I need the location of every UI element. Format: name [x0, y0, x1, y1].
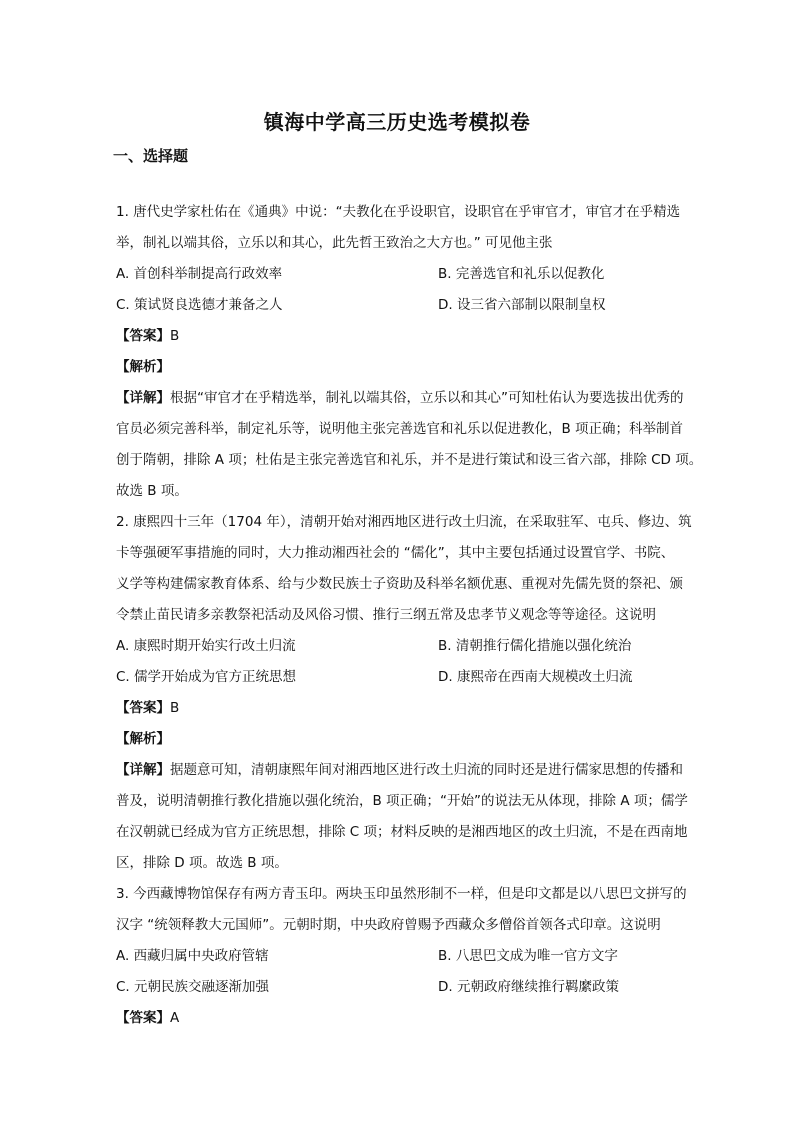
q1-detail-line: 官员必须完善科举，制定礼乐等，说明他主张完善选官和礼乐以促进教化，B 项正确；科举制首	[116, 421, 684, 437]
page-title: 镇海中学高三历史选考模拟卷	[263, 110, 531, 134]
q3-option-b: B. 八思巴文成为唯一官方文字	[438, 948, 618, 964]
q2-answer-value: B	[170, 700, 180, 716]
q2-stem-line: 2. 康熙四十三年（1704 年），清朝开始对湘西地区进行改土归流，在采取驻军、屯兵、修边、筑	[116, 514, 692, 530]
q1-analysis	[116, 352, 706, 383]
q2-detail-line	[116, 755, 706, 786]
analysis-label: 【解析】	[116, 359, 170, 375]
q2-stem-line: 令禁止苗民请多亲教祭祀活动及风俗习惯、推行三纲五常及忠孝节义观念等等途径。这说明	[116, 607, 656, 623]
q2-option-b: B. 清朝推行儒化措施以强化统治	[438, 638, 632, 654]
q2-answer	[116, 693, 706, 724]
q1-option-a: A. 首创科举制提高行政效率	[116, 266, 283, 282]
q2-stem-line: 义学等构建儒家教育体系、给与少数民族士子资助及科举名额优惠、重视对先儒先贤的祭祀、颁	[116, 576, 683, 592]
detail-label: 【详解】	[116, 762, 170, 778]
q1-stem-line: 1. 唐代史学家杜佑在《通典》中说：“夫教化在乎设职官，设职官在乎审官才，审官才在乎精选	[116, 204, 681, 220]
q2-analysis	[116, 724, 706, 755]
q1-detail-line: 故选 B 项。	[116, 483, 188, 499]
q2-option-a: A. 康熙时期开始实行改土归流	[116, 638, 296, 654]
q2-detail-line: 在汉朝就已经成为官方正统思想，排除 C 项；材料反映的是湘西地区的改土归流，不是在西南地	[116, 824, 688, 840]
q2-detail-line: 普及，说明清朝推行教化措施以强化统治，B 项正确；“开始”的说法无从体现，排除 A 项；儒学	[116, 793, 688, 809]
q2-option-c: C. 儒学开始成为官方正统思想	[116, 669, 297, 685]
section-heading: 一、选择题	[113, 147, 189, 165]
q3-option-d: D. 元朝政府继续推行羁縻政策	[438, 979, 619, 995]
q2-detail-line: 区，排除 D 项。故选 B 项。	[116, 855, 288, 871]
answer-label: 【答案】	[116, 700, 170, 716]
q2-option-d: D. 康熙帝在西南大规模改土归流	[438, 669, 633, 685]
answer-label: 【答案】	[116, 328, 170, 344]
q1-option-c: C. 策试贤良选德才兼备之人	[116, 297, 283, 313]
answer-label: 【答案】	[116, 1010, 170, 1026]
q2-detail-text: 据题意可知，清朝康熙年间对湘西地区进行改土归流的同时还是进行儒家思想的传播和	[170, 762, 683, 778]
q2-stem-line: 卡等强硬军事措施的同时，大力推动湘西社会的 “儒化”，其中主要包括通过设置官学、书院、	[116, 545, 675, 561]
q3-stem-line: 汉字 “统领释教大元国师”。元朝时期，中央政府曾赐予西藏众多僧俗首领各式印章。这说明	[116, 917, 661, 933]
q3-option-c: C. 元朝民族交融逐渐加强	[116, 979, 270, 995]
q3-option-a: A. 西藏归属中央政府管辖	[116, 948, 269, 964]
q1-detail-text: 根据“审官才在乎精选举，制礼以端其俗，立乐以和其心”可知杜佑认为要选拔出优秀的	[170, 390, 684, 406]
q3-answer	[116, 1003, 706, 1034]
q1-option-b: B. 完善选官和礼乐以促教化	[438, 266, 605, 282]
q1-option-d: D. 设三省六部制以限制皇权	[438, 297, 606, 313]
detail-label: 【详解】	[116, 390, 170, 406]
q1-answer	[116, 321, 706, 352]
q3-answer-value: A	[170, 1010, 180, 1026]
q1-detail-line	[116, 383, 706, 414]
q1-answer-value: B	[170, 328, 180, 344]
q1-detail-line: 创于隋朝，排除 A 项；杜佑是主张完善选官和礼乐，并不是进行策试和设三省六部，排除 CD 项。	[116, 452, 703, 468]
q1-stem-line: 举，制礼以端其俗，立乐以和其心，此先哲王致治之大方也。” 可见他主张	[116, 235, 553, 251]
analysis-label: 【解析】	[116, 731, 170, 747]
q3-stem-line: 3. 今西藏博物馆保存有两方青玉印。两块玉印虽然形制不一样，但是印文都是以八思巴文拼写的	[116, 886, 687, 902]
